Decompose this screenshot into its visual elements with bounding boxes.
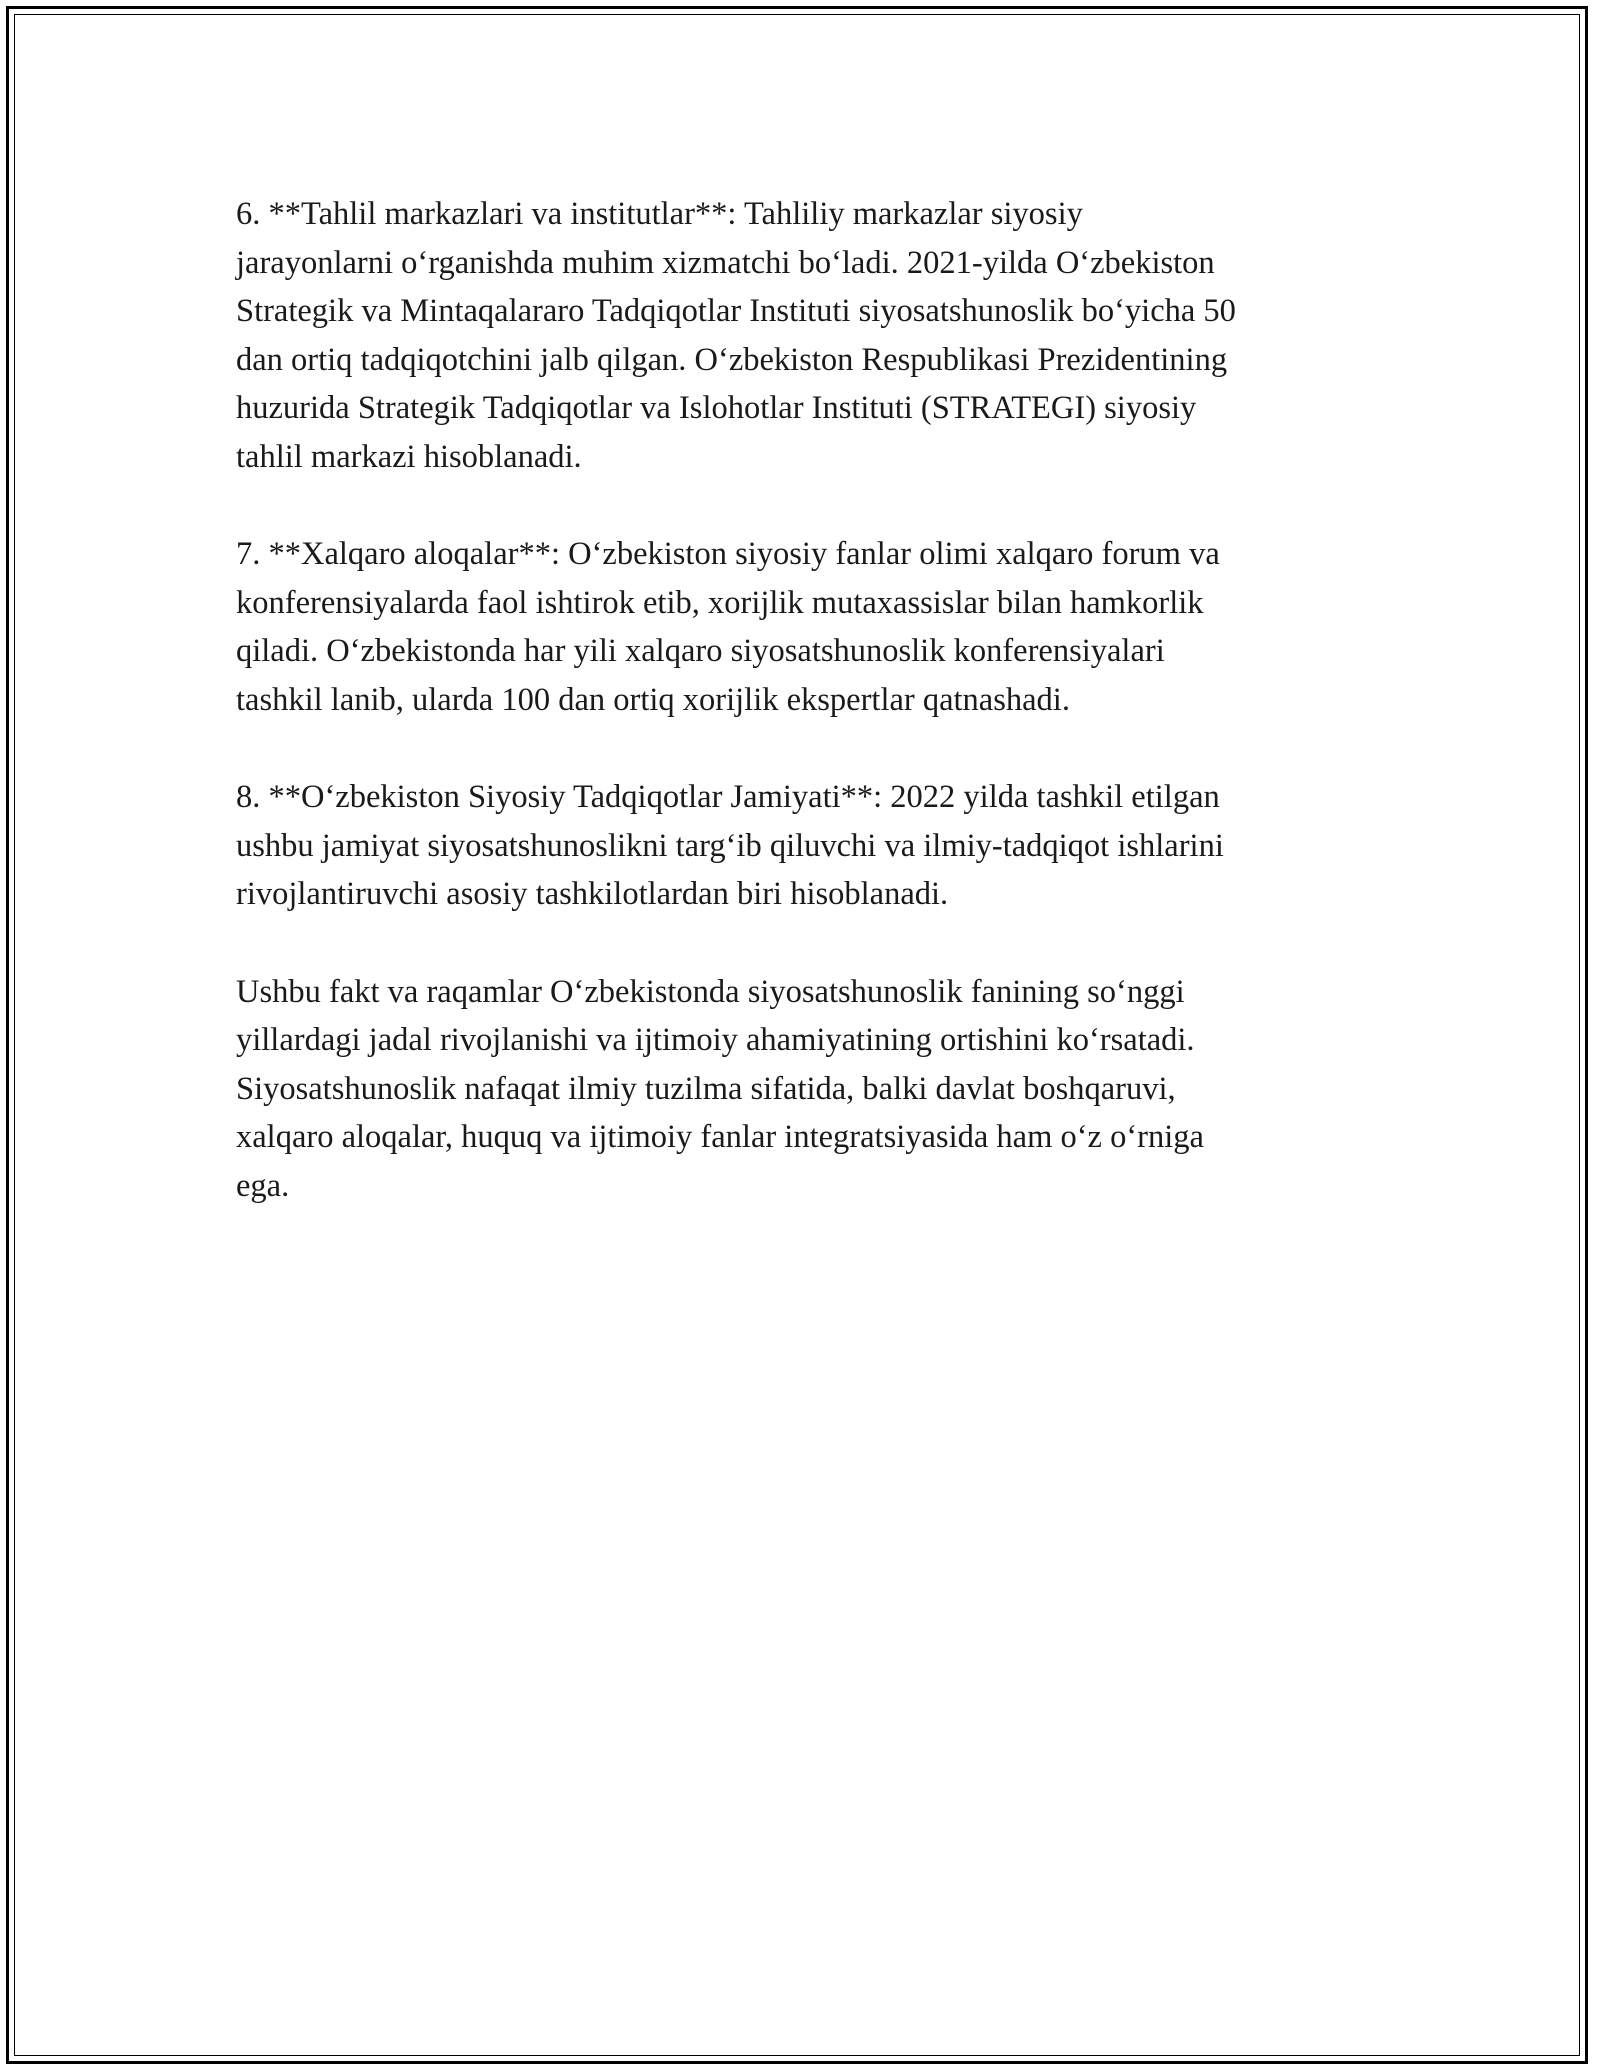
paragraph-international-relations: 7. **Xalqaro aloqalar**: O‘zbekiston siyosiy fanlar olimi xalqaro forum va konferensiyalarda faol ishtirok etib, xorijlik mutaxassislar bilan hamkorlik qiladi. O‘zbekistonda har yili xalqaro siyosatshunoslik konferensiyalari tashkil lanib, ularda 100 dan ortiq xorijlik ekspertlar qatnashadi. (236, 536, 1220, 718)
paragraph-conclusion: Ushbu fakt va raqamlar O‘zbekistonda siyosatshunoslik fanining so‘nggi yillardagi jadal rivojlanishi va ijtimoiy ahamiyatining ortishini ko‘rsatadi. Siyosatshunoslik nafaqat ilmiy tuzilma sifatida, balki davlat boshqaruvi, xalqaro aloqalar, huquq va ijtimoiy fanlar integratsiyasida ham o‘z o‘rniga ega. (236, 973, 1204, 1204)
paragraph-think-tanks: 6. **Tahlil markazlari va institutlar**: Tahliliy markazlar siyosiy jarayonlarni o‘rganishda muhim xizmatchi bo‘ladi. 2021-yilda O‘zbekiston Strategik va Mintaqalararo Tadqiqotlar Instituti siyosatshunoslik bo‘yicha 50 dan ortiq tadqiqotchini jalb qilgan. O‘zbekiston Respublikasi Prezidentining huzurida Strategik Tadqiqotlar va Islohotlar Instituti (STRATEGI) siyosiy tahlil markazi hisoblanadi. (236, 196, 1236, 475)
paragraph-political-research-society: 8. **O‘zbekiston Siyosiy Tadqiqotlar Jamiyati**: 2022 yilda tashkil etilgan ushbu jamiyat siyosatshunoslikni targ‘ib qiluvchi va ilmiy-tadqiqot ishlarini rivojlantiruvchi asosiy tashkilotlardan biri hisoblanadi. (236, 779, 1224, 913)
document-body (236, 190, 1386, 1259)
